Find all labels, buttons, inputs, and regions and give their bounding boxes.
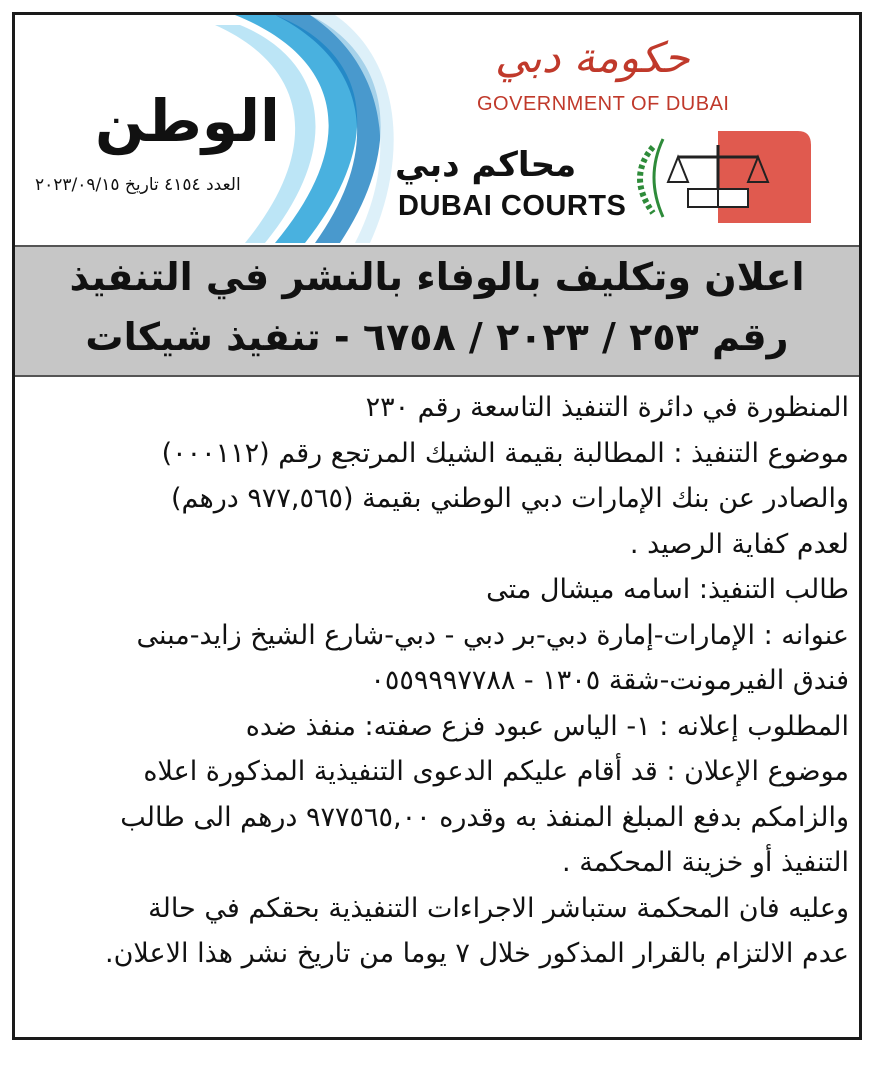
dubai-courts-english: DUBAI COURTS bbox=[398, 190, 627, 222]
dubai-courts-arabic: محاكم دبي bbox=[395, 145, 577, 185]
body-line: والزامكم بدفع المبلغ المنفذ به وقدره ٩٧٧٥٦٥,٠٠ درهم الى طالب bbox=[120, 801, 849, 833]
body-line: عنوانه : الإمارات-إمارة دبي-بر دبي - دبي-شارع الشيخ زايد-مبنى bbox=[136, 619, 849, 651]
notice-frame bbox=[12, 12, 862, 1040]
body-line: المطلوب إعلانه : ١- الياس عبود فزع صفته: منفذ ضده bbox=[245, 710, 849, 742]
title-line-1: اعلان وتكليف بالوفاء بالنشر في التنفيذ bbox=[69, 255, 805, 299]
body-line: التنفيذ أو خزينة المحكمة . bbox=[562, 847, 849, 878]
newspaper-logo: الوطن bbox=[95, 87, 280, 155]
issue-date: العدد ٤١٥٤ تاريخ ٢٠٢٣/٠٩/١٥ bbox=[35, 175, 241, 195]
body-line: لعدم كفاية الرصيد . bbox=[629, 528, 849, 560]
body-line: موضوع التنفيذ : المطالبة بقيمة الشيك المرتجع رقم (٠٠٠١١٢) bbox=[161, 437, 849, 469]
body-line: فندق الفيرمونت-شقة ١٣٠٥ - ٠٥٥٩٩٩٧٧٨٨ bbox=[370, 665, 849, 696]
body-line: عدم الالتزام بالقرار المذكور خلال ٧ يوما من تاريخ نشر هذا الاعلان. bbox=[105, 938, 849, 969]
government-of-dubai-arabic-logo: حكومة دبي bbox=[495, 33, 690, 82]
body-line: وعليه فان المحكمة ستباشر الاجراءات التنفيذية بحقكم في حالة bbox=[148, 892, 849, 924]
notice-body bbox=[29, 385, 849, 977]
dubai-courts-emblem-icon bbox=[623, 127, 813, 227]
government-of-dubai-english: GOVERNMENT OF DUBAI bbox=[477, 93, 730, 115]
body-line: المنظورة في دائرة التنفيذ التاسعة رقم ٢٣٠ bbox=[365, 392, 849, 423]
body-line: طالب التنفيذ: اسامه ميشال متى bbox=[486, 574, 849, 605]
notice-header bbox=[15, 15, 859, 243]
title-line-2: رقم ٢٥٣ / ٢٠٢٣ / ٦٧٥٨ - تنفيذ شيكات bbox=[85, 315, 789, 359]
body-line: موضوع الإعلان : قد أقام عليكم الدعوى التنفيذية المذكورة اعلاه bbox=[143, 756, 849, 787]
body-line: والصادر عن بنك الإمارات دبي الوطني بقيمة (٩٧٧,٥٦٥ درهم) bbox=[171, 483, 849, 514]
notice-title bbox=[15, 245, 859, 377]
